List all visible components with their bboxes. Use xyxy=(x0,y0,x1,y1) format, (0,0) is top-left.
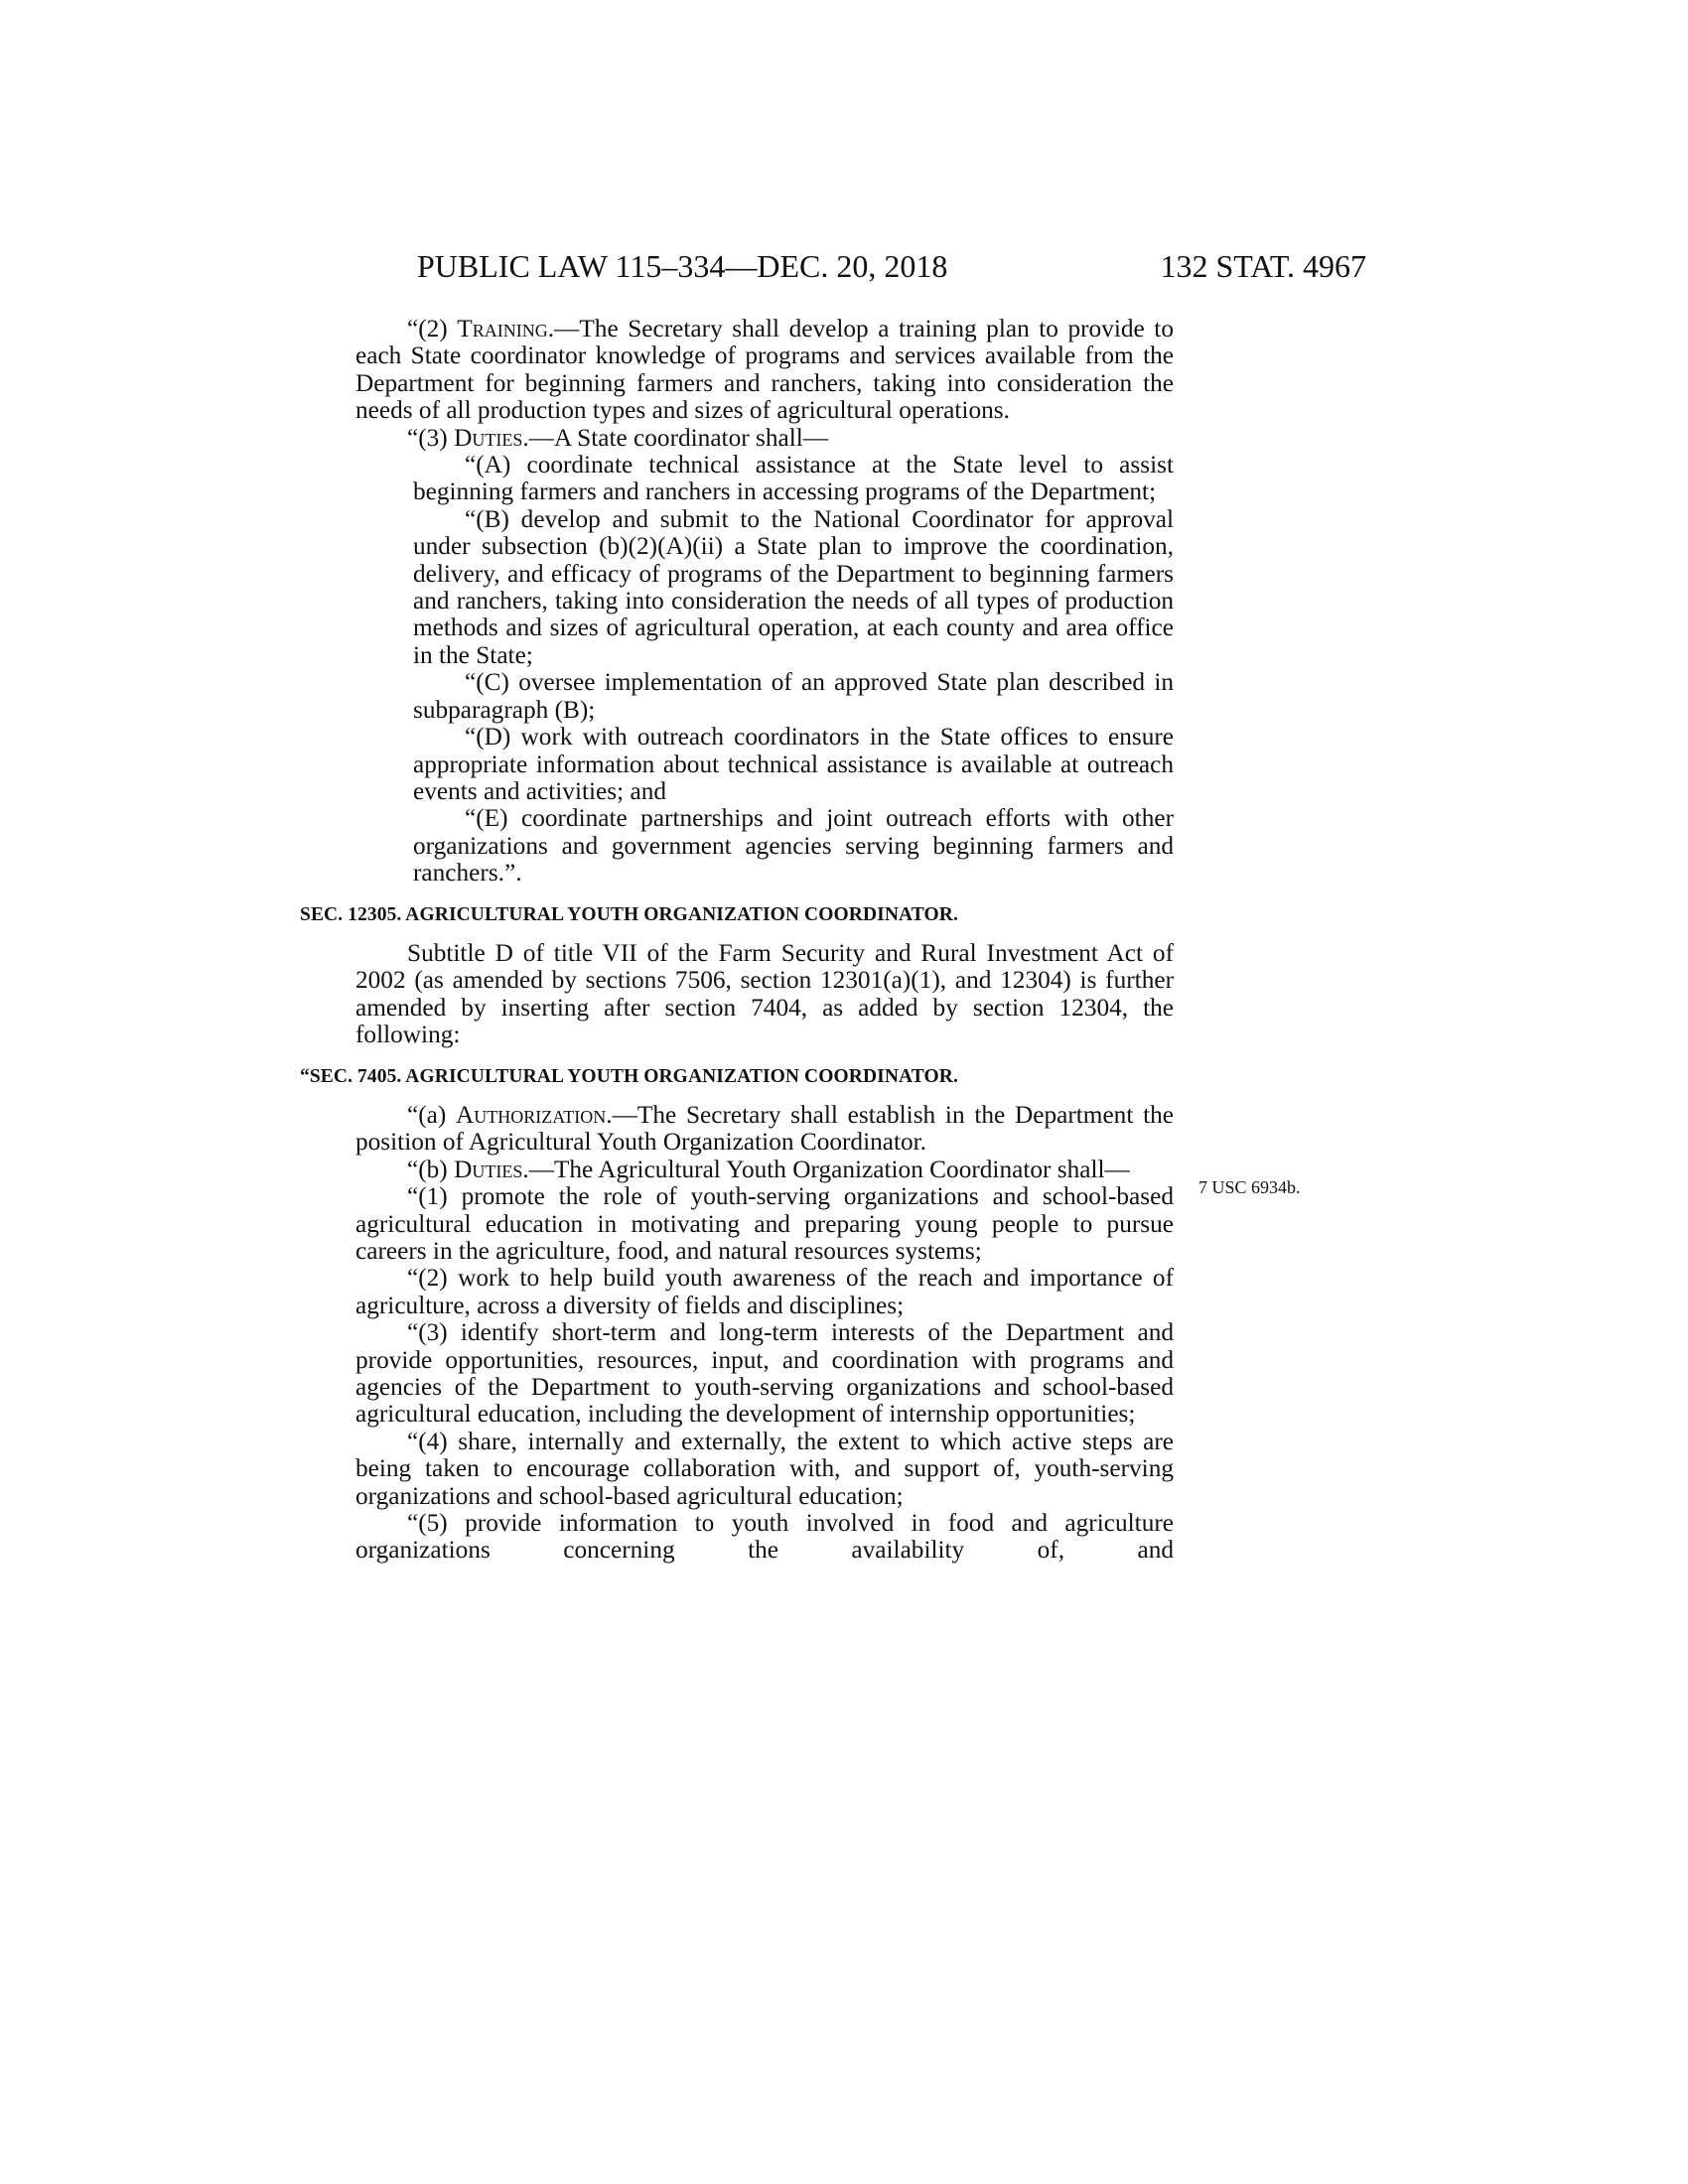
usc-margin-note: 7 USC 6934b. xyxy=(1198,1177,1301,1197)
duty-item-c: “(C) oversee implementation of an approved State plan described in subparagraph (B); xyxy=(413,668,1174,724)
paragraph-number: “(a) xyxy=(407,1100,457,1129)
paragraph-text: .—The Agricultural Youth Organization Coordinator shall— xyxy=(522,1155,1130,1183)
section-12305-text: Subtitle D of title VII of the Farm Security and Rural Investment Act of 2002 (as amended by sections 7506, section 12301(a)(1), and 12304) is further amended by inserting after section 7404, as added by section 12304, the following: xyxy=(355,938,1174,1049)
duty-item-3: “(3) identify short-term and long-term interests of the Department and provide opportunities, resources, input, and coordination with programs and agencies of the Department to youth-serving organizations and school-based agricultural education, including the development of internship opportunities; xyxy=(355,1318,1174,1429)
duties-list xyxy=(413,452,1174,887)
main-text-column xyxy=(300,315,1174,1565)
paragraph-text: .—The Secretary shall establish in the Department the position of Agricultural Youth Organization Coordinator. xyxy=(355,1100,1174,1157)
coordinator-duties-list xyxy=(355,1183,1174,1565)
duty-item-5: “(5) provide information to youth involved in food and agriculture organizations concerning the availability of, and xyxy=(355,1509,1174,1565)
duty-item-a: “(A) coordinate technical assistance at the State level to assist beginning farmers and ranchers in accessing programs of the Department; xyxy=(413,451,1174,506)
paragraph-text: .—A State coordinator shall— xyxy=(522,423,829,452)
paragraph-number: “(b) xyxy=(407,1155,455,1183)
paragraph-heading: Duties xyxy=(454,423,523,452)
paragraph-number: “(3) xyxy=(407,423,455,452)
paragraph-heading: Training xyxy=(457,315,548,342)
duty-item-b: “(B) develop and submit to the National Coordinator for approval under subsection (b)(2)(A)(ii) a State plan to improve the coordination, delivery, and efficacy of programs of the Department to beginning farmers and ranchers, taking into consideration the needs of all types of production methods and sizes of agricultural operation, at each county and area office in the State; xyxy=(413,504,1174,669)
section-heading-7405: “SEC. 7405. AGRICULTURAL YOUTH ORGANIZATION COORDINATOR. xyxy=(300,1065,958,1087)
duty-item-e: “(E) coordinate partnerships and joint outreach efforts with other organizations and government agencies serving beginning farmers and ranchers.”. xyxy=(413,804,1174,887)
duty-item-1: “(1) promote the role of youth-serving organizations and school-based agricultural education in motivating and preparing young people to pursue careers in the agriculture, food, and natural resources systems; xyxy=(355,1182,1174,1265)
duty-item-4: “(4) share, internally and externally, the extent to which active steps are being taken to encourage collaboration with, and support of, youth-serving organizations and school-based agricultural education; xyxy=(355,1427,1174,1510)
paragraph-authorization xyxy=(355,1102,1174,1157)
paragraph-number: “(2) xyxy=(407,315,458,342)
duty-item-2: “(2) work to help build youth awareness of the reach and importance of agriculture, across a diversity of fields and disciplines; xyxy=(355,1264,1174,1319)
statute-page-number: 132 STAT. 4967 xyxy=(1160,248,1366,284)
paragraph-b-duties xyxy=(355,1157,1174,1183)
public-law-citation: PUBLIC LAW 115–334—DEC. 20, 2018 xyxy=(417,248,948,284)
paragraph-heading: Duties xyxy=(454,1155,523,1183)
duty-item-d: “(D) work with outreach coordinators in the State offices to ensure appropriate information about technical assistance is available at outreach events and activities; and xyxy=(413,723,1174,805)
running-head xyxy=(417,248,1366,288)
paragraph-text: .—The Secretary shall develop a training plan to provide to each State coordinator knowledge of programs and services available from the Department for beginning farmers and ranchers, taking into consideration the needs of all production types and sizes of agricultural operations. xyxy=(355,315,1174,425)
paragraph-duties xyxy=(355,425,1174,452)
section-heading-12305: SEC. 12305. AGRICULTURAL YOUTH ORGANIZATION COORDINATOR. xyxy=(300,903,958,925)
paragraph-training xyxy=(355,316,1174,425)
paragraph-heading: Authorization xyxy=(456,1100,607,1129)
